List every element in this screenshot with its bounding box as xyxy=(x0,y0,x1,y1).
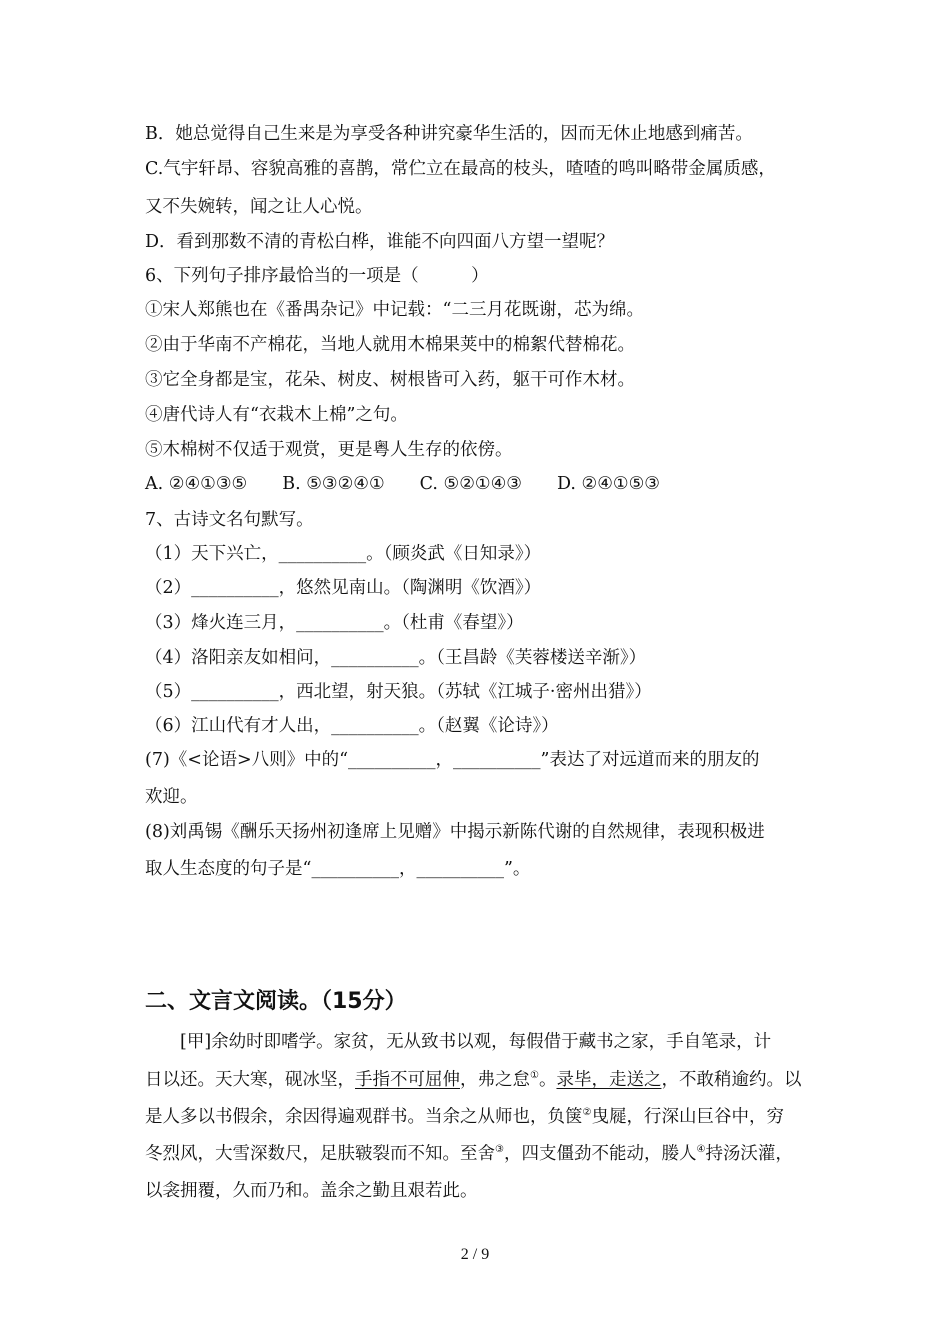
q6-sentence-1: ①宋人郑熊也在《番禺杂记》中记载：“二三月花既谢，芯为绵。 xyxy=(145,300,644,320)
q5-option-d: D．看到那数不清的青松白桦，谁能不向四面八方望一望呢？ xyxy=(145,232,615,252)
q7-item-7-line1: (7)《<论语>八则》中的“__________，__________”表达了对远道而来的朋友的 xyxy=(145,750,760,770)
passage-text: 持汤沃灌， xyxy=(705,1144,793,1164)
q7-item-5: （5）__________，西北望，射天狼。（苏轼《江城子·密州出猎》） xyxy=(145,682,652,702)
q7-item-2: （2）__________，悠然见南山。（陶渊明《饮酒》） xyxy=(145,578,542,598)
passage-text: 。 xyxy=(538,1070,557,1090)
passage-text: ，弗之怠 xyxy=(460,1070,530,1090)
q7-item-3: （3）烽火连三月，__________。（杜甫《春望》） xyxy=(145,613,524,633)
passage-line-3 xyxy=(145,1105,784,1129)
passage-text: 日以还。天大寒，砚冰坚， xyxy=(145,1070,355,1090)
q7-item-1: （1）天下兴亡，__________。（顾炎武《日知录》） xyxy=(145,544,542,564)
page-number: 2 / 9 xyxy=(460,1246,490,1263)
passage-text: 是人多以书假余，余因得遍观群书。当余之从师也，负箧 xyxy=(145,1107,583,1127)
passage-text: ，四支僵劲不能动，媵人 xyxy=(503,1144,697,1164)
passage-line-4 xyxy=(145,1142,793,1166)
footnote-marker: ③ xyxy=(495,1144,504,1156)
q5-option-c-line2: 又不失婉转，闻之让人心悦。 xyxy=(145,197,373,217)
underlined-phrase: 录毕，走送之 xyxy=(556,1070,662,1090)
underlined-phrase: 手指不可屈伸 xyxy=(355,1070,460,1090)
q5-option-b: B．她总觉得自己生来是为享受各种讲究豪华生活的，因而无休止地感到痛苦。 xyxy=(145,124,753,144)
q7-title: 7、古诗文名句默写。 xyxy=(145,510,314,530)
q6-sentence-5: ⑤木棉树不仅适于观赏，更是粤人生存的依傍。 xyxy=(145,440,513,460)
q5-option-c-line1: C.气宇轩昂、容貌高雅的喜鹊，常伫立在最高的枝头，喳喳的鸣叫略带金属质感， xyxy=(145,159,776,179)
q6-options: A. ②④①③⑤ B. ⑤③②④① C. ⑤②①④③ D. ②④①⑤③ xyxy=(145,474,660,494)
q6-sentence-4: ④唐代诗人有“衣栽木上棉”之句。 xyxy=(145,405,408,425)
passage-line-1: [甲]余幼时即嗜学。家贫，无从致书以观，每假借于藏书之家，手自笔录，计 xyxy=(145,1032,772,1052)
q7-item-8-line1: (8)刘禹锡《酬乐天扬州初逢席上见赠》中揭示新陈代谢的自然规律，表现积极进 xyxy=(145,822,765,842)
q6-sentence-3: ③它全身都是宝，花朵、树皮、树根皆可入药，躯干可作木材。 xyxy=(145,370,635,390)
footnote-marker: ① xyxy=(530,1070,539,1082)
footnote-marker: ② xyxy=(582,1107,592,1119)
q7-item-8-line2: 取人生态度的句子是“__________，__________”。 xyxy=(145,859,531,879)
footnote-marker: ④ xyxy=(696,1144,706,1156)
passage-text: 冬烈风，大雪深数尺，足肤皲裂而不知。至舍 xyxy=(145,1144,495,1164)
q7-item-4: （4）洛阳亲友如相问，__________。（王昌龄《芙蓉楼送辛渐》） xyxy=(145,648,647,668)
q6-sentence-2: ②由于华南不产棉花，当地人就用木棉果荚中的棉絮代替棉花。 xyxy=(145,335,635,355)
section-title: 二、文言文阅读。（15分） xyxy=(145,989,407,1014)
q7-item-7-line2: 欢迎。 xyxy=(145,787,198,807)
passage-text: 曳屣，行深山巨谷中，穷 xyxy=(591,1107,784,1127)
passage-line-5: 以衾拥覆，久而乃和。盖余之勤且艰若此。 xyxy=(145,1181,478,1201)
passage-text: ，不敢稍逾约。以 xyxy=(661,1070,802,1090)
passage-line-2 xyxy=(145,1068,801,1092)
q7-item-6: （6）江山代有才人出，__________。（赵翼《论诗》） xyxy=(145,716,559,736)
q6-question: 6、下列句子排序最恰当的一项是（ ） xyxy=(145,266,489,286)
